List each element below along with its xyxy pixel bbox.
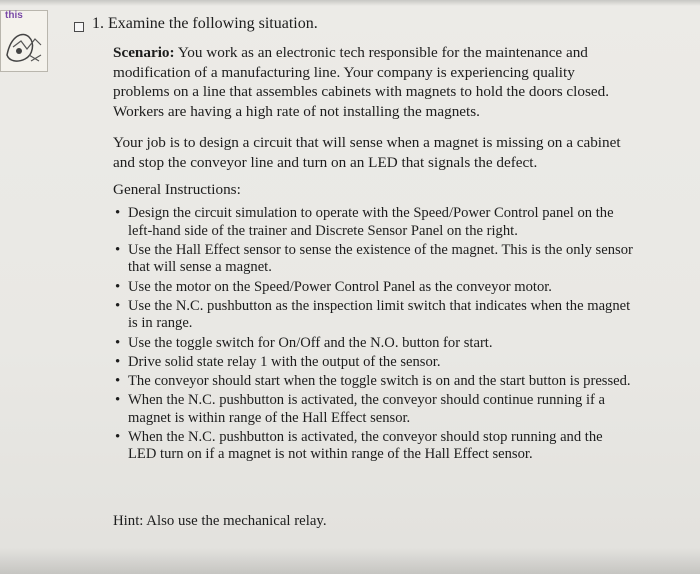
general-instructions-heading: General Instructions:	[113, 181, 241, 198]
list-item: • When the N.C. pushbutton is activated, the conveyor should stop running and the LED turn on if a magnet is not within range of the Hall Effect sensor.	[113, 429, 633, 464]
scenario-paragraph	[113, 43, 633, 121]
list-item: • Use the Hall Effect sensor to sense the existence of the magnet. This is the only sensor that will sense a magnet.	[113, 242, 633, 277]
list-item: • Drive solid state relay 1 with the output of the sensor.	[113, 354, 633, 372]
list-item: • Design the circuit simulation to operate with the Speed/Power Control panel on the left-hand side of the trainer and Discrete Sensor Panel on the right.	[113, 205, 633, 240]
scenario-text: You work as an electronic tech responsible for the maintenance and modification of a manufacturing line. Your company is experiencing quality problems on a line that assembles cabinets with magnets to hold the doors closed. Workers are having a high rate of not installing the magnets.	[113, 44, 610, 120]
question-title: 1. Examine the following situation.	[92, 15, 318, 32]
list-item: • The conveyor should start when the toggle switch is on and the start button is pressed.	[113, 373, 633, 391]
scenario-label: Scenario:	[113, 44, 175, 61]
sketch-icon	[3, 25, 45, 69]
list-item: • Use the toggle switch for On/Off and the N.O. button for start.	[113, 335, 633, 353]
list-item: • When the N.C. pushbutton is activated, the conveyor should continue running if a magnet is within range of the Hall Effect sensor.	[113, 392, 633, 427]
list-item: • Use the N.C. pushbutton as the inspection limit switch that indicates when the magnet is in range.	[113, 298, 633, 333]
question-checkbox[interactable]	[74, 22, 84, 32]
thumbnail-label: this	[5, 10, 23, 21]
bottom-shadow	[0, 548, 700, 574]
list-item: • Use the motor on the Speed/Power Control Panel as the conveyor motor.	[113, 279, 633, 297]
instruction-list	[113, 205, 633, 466]
top-shadow	[0, 0, 700, 6]
sketch-thumbnail	[0, 10, 48, 72]
hint-text: Hint: Also use the mechanical relay.	[113, 513, 327, 529]
job-paragraph: Your job is to design a circuit that will sense when a magnet is missing on a cabinet and stop the conveyor line and turn on an LED that signals the defect.	[113, 134, 621, 171]
